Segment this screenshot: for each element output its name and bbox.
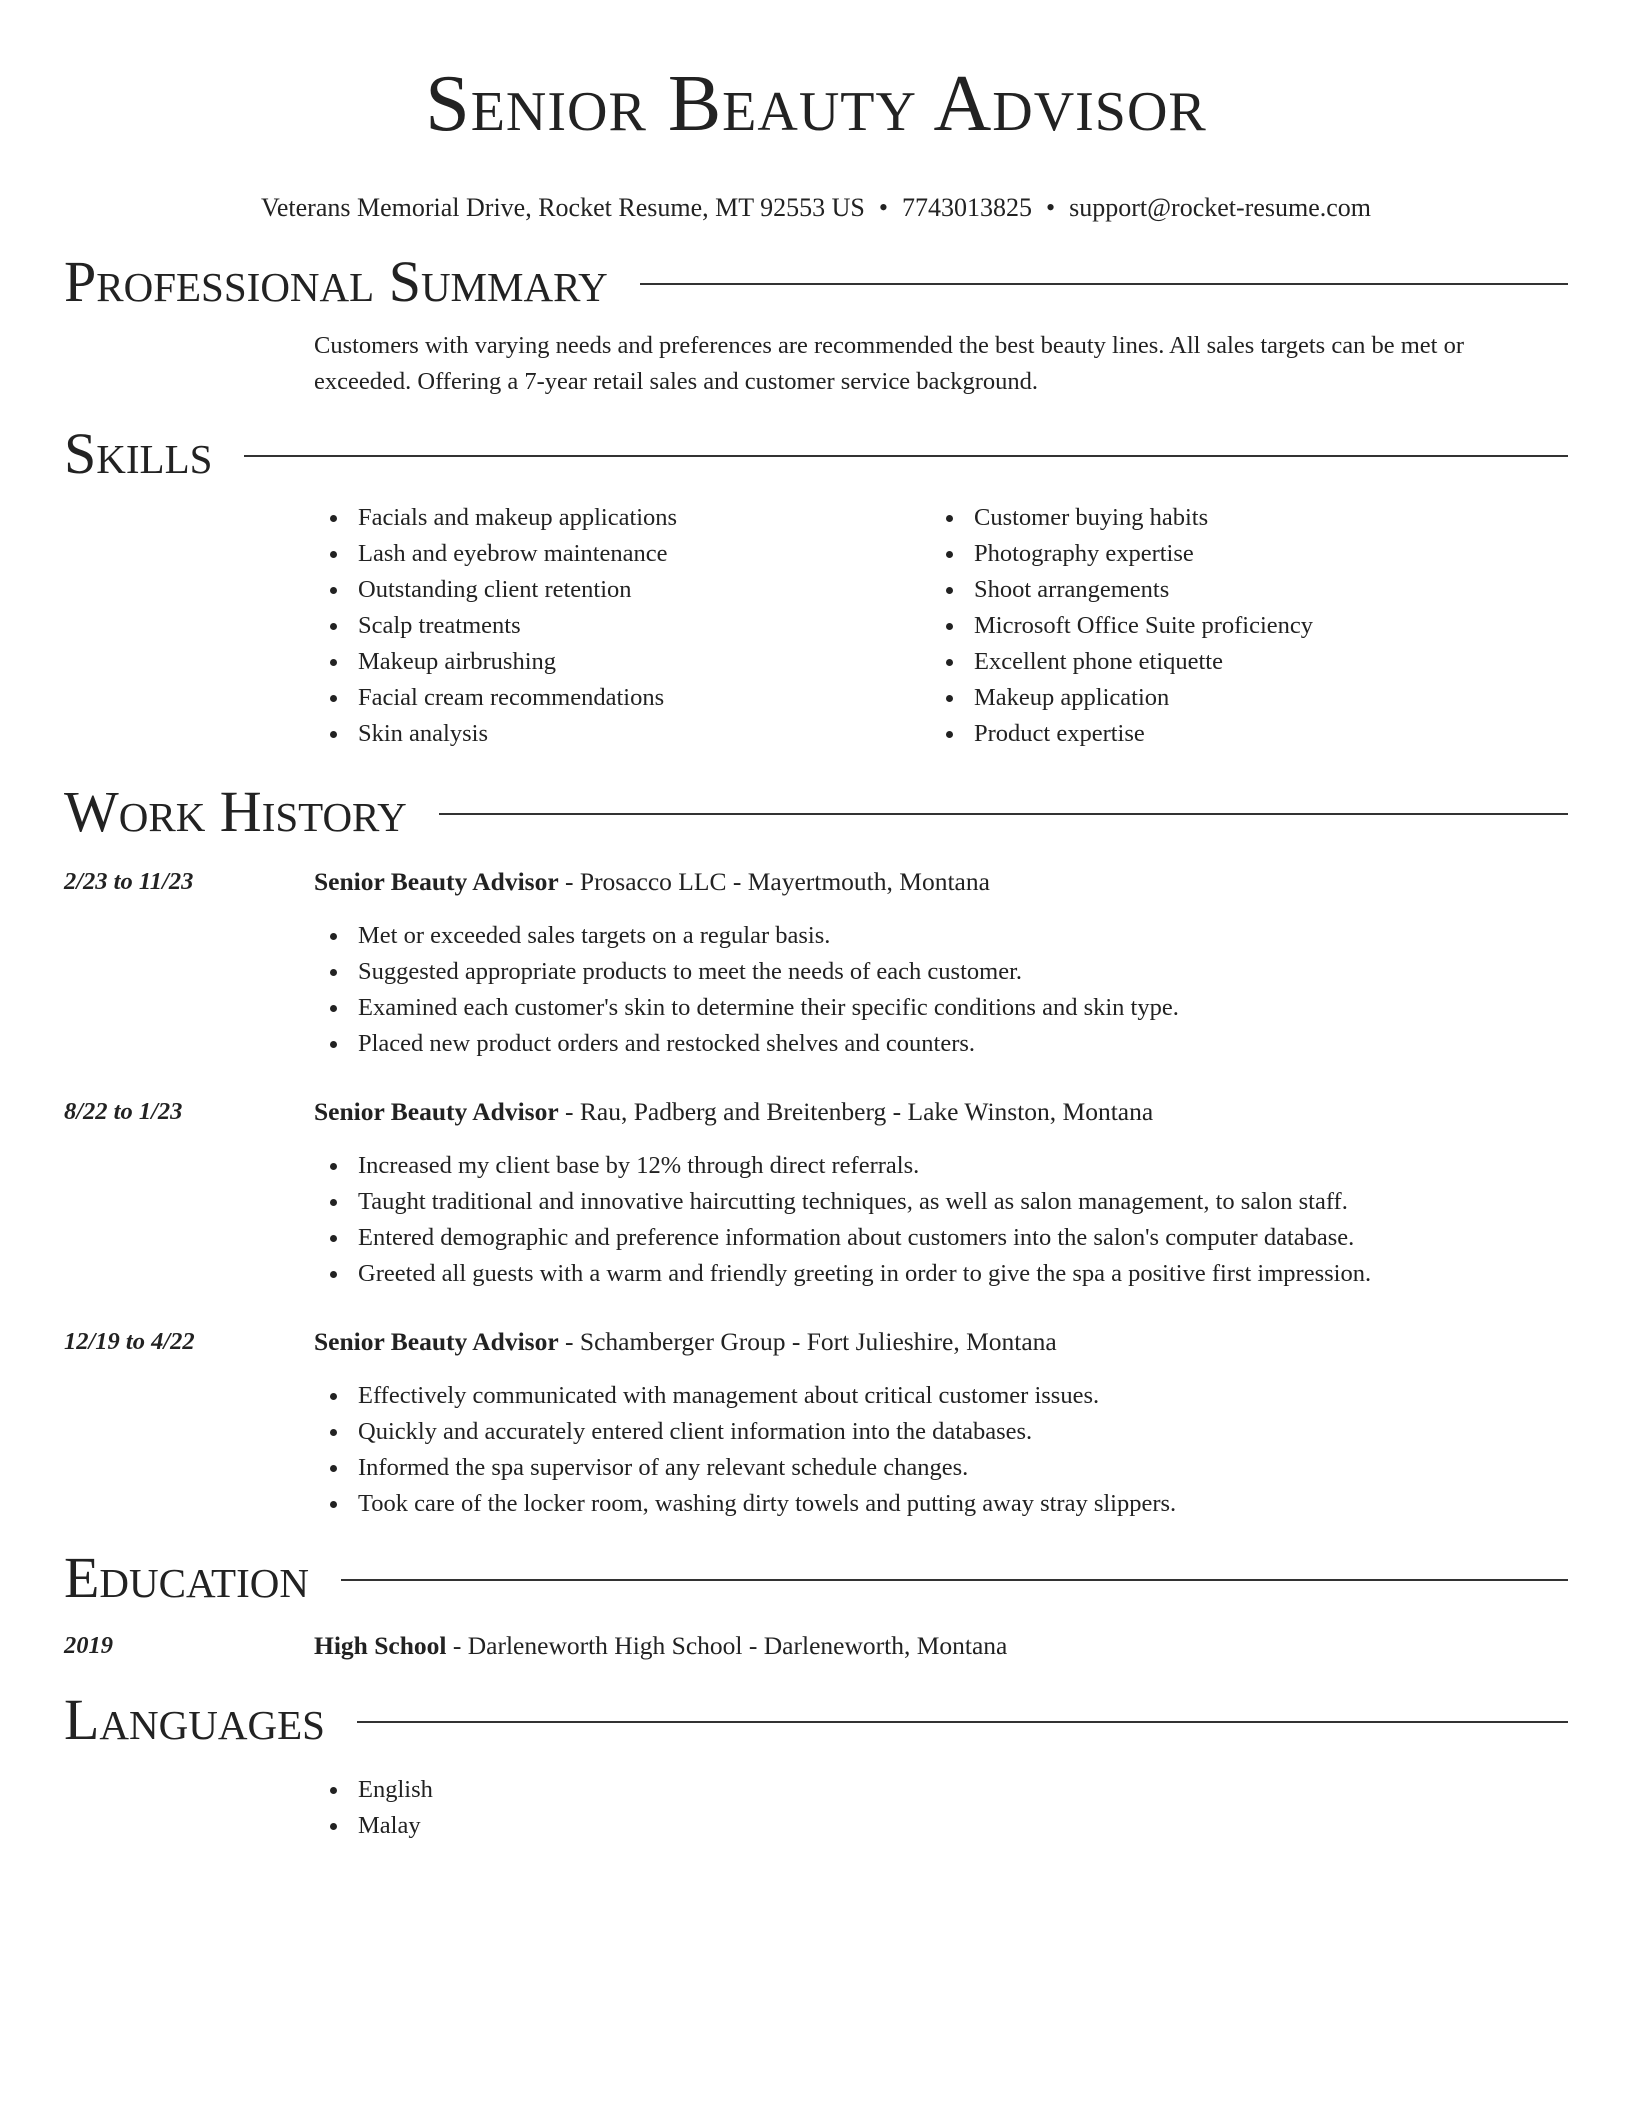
job-entry bbox=[64, 864, 1568, 1062]
job-bullet: Placed new product orders and restocked shelves and counters. bbox=[314, 1026, 1568, 1062]
contact-address: Veterans Memorial Drive, Rocket Resume, MT 92553 US bbox=[260, 193, 865, 222]
education-heading: Education bbox=[64, 1545, 309, 1610]
skill-item: Shoot arrangements bbox=[930, 572, 1546, 608]
section-divider bbox=[341, 1579, 1568, 1581]
job-bullet: Examined each customer's skin to determine their specific conditions and skin type. bbox=[314, 990, 1568, 1026]
education-entry bbox=[64, 1628, 1568, 1664]
section-divider bbox=[439, 813, 1568, 815]
skills-column-right bbox=[930, 500, 1546, 752]
job-details: - Prosacco LLC - Mayertmouth, Montana bbox=[558, 867, 990, 896]
job-bullet: Greeted all guests with a warm and friendly greeting in order to give the spa a positive first impression. bbox=[314, 1256, 1568, 1292]
language-item: English bbox=[314, 1772, 1568, 1808]
job-title: Senior Beauty Advisor bbox=[314, 867, 559, 896]
skill-item: Outstanding client retention bbox=[314, 572, 930, 608]
job-title-line bbox=[314, 1094, 1568, 1130]
job-bullet: Increased my client base by 12% through direct referrals. bbox=[314, 1148, 1568, 1184]
skill-item: Makeup airbrushing bbox=[314, 644, 930, 680]
education-date: 2019 bbox=[64, 1632, 113, 1659]
skill-item: Product expertise bbox=[930, 716, 1546, 752]
section-divider bbox=[244, 455, 1568, 457]
contact-separator: • bbox=[878, 193, 888, 222]
job-bullet: Entered demographic and preference information about customers into the salon's computer database. bbox=[314, 1220, 1568, 1256]
job-details: - Schamberger Group - Fort Julieshire, Montana bbox=[558, 1327, 1057, 1356]
job-date: 12/19 to 4/22 bbox=[64, 1328, 195, 1355]
skill-item: Skin analysis bbox=[314, 716, 930, 752]
section-divider bbox=[640, 283, 1568, 285]
job-title-line bbox=[314, 1324, 1568, 1360]
skills-list bbox=[314, 500, 1568, 752]
job-bullets bbox=[314, 918, 1568, 1062]
job-entry bbox=[64, 1094, 1568, 1292]
education-section-header bbox=[64, 1546, 1568, 1610]
job-bullet: Took care of the locker room, washing dirty towels and putting away stray slippers. bbox=[314, 1486, 1568, 1522]
contact-email: support@rocket-resume.com bbox=[1069, 193, 1372, 222]
languages-heading: Languages bbox=[64, 1687, 325, 1752]
job-bullet: Met or exceeded sales targets on a regular basis. bbox=[314, 918, 1568, 954]
languages-list bbox=[314, 1772, 1568, 1844]
resume-name: Senior Beauty Advisor bbox=[425, 60, 1207, 148]
language-item: Malay bbox=[314, 1808, 1568, 1844]
job-bullet: Suggested appropriate products to meet the needs of each customer. bbox=[314, 954, 1568, 990]
skills-column-left bbox=[314, 500, 930, 752]
resume-page bbox=[64, 0, 1568, 1844]
skill-item: Microsoft Office Suite proficiency bbox=[930, 608, 1546, 644]
summary-heading: Professional Summary bbox=[64, 249, 608, 314]
job-bullet: Effectively communicated with management about critical customer issues. bbox=[314, 1378, 1568, 1414]
education-degree: High School bbox=[314, 1631, 447, 1660]
work-section-header bbox=[64, 780, 1568, 844]
job-date: 2/23 to 11/23 bbox=[64, 868, 194, 895]
summary-section-header bbox=[64, 250, 1568, 314]
job-bullet: Quickly and accurately entered client information into the databases. bbox=[314, 1414, 1568, 1450]
contact-separator: • bbox=[1046, 193, 1056, 222]
skill-item: Facials and makeup applications bbox=[314, 500, 930, 536]
job-title: Senior Beauty Advisor bbox=[314, 1327, 559, 1356]
skill-item: Customer buying habits bbox=[930, 500, 1546, 536]
contact-line bbox=[64, 192, 1568, 224]
education-line bbox=[314, 1628, 1568, 1664]
skill-item: Photography expertise bbox=[930, 536, 1546, 572]
job-details: - Rau, Padberg and Breitenberg - Lake Winston, Montana bbox=[558, 1097, 1154, 1126]
job-title: Senior Beauty Advisor bbox=[314, 1097, 559, 1126]
skills-section-header bbox=[64, 422, 1568, 486]
job-date: 8/22 to 1/23 bbox=[64, 1098, 183, 1125]
skill-item: Facial cream recommendations bbox=[314, 680, 930, 716]
job-bullets bbox=[314, 1148, 1568, 1292]
skill-item: Excellent phone etiquette bbox=[930, 644, 1546, 680]
section-divider bbox=[357, 1721, 1568, 1723]
skill-item: Lash and eyebrow maintenance bbox=[314, 536, 930, 572]
education-details: - Darleneworth High School - Darleneworth, Montana bbox=[446, 1631, 1008, 1660]
job-bullets bbox=[314, 1378, 1568, 1522]
skill-item: Makeup application bbox=[930, 680, 1546, 716]
contact-phone: 7743013825 bbox=[902, 193, 1032, 222]
job-bullet: Taught traditional and innovative haircutting techniques, as well as salon management, to salon staff. bbox=[314, 1184, 1568, 1220]
skills-heading: Skills bbox=[64, 421, 213, 486]
job-bullet: Informed the spa supervisor of any relevant schedule changes. bbox=[314, 1450, 1568, 1486]
summary-text: Customers with varying needs and preferences are recommended the best beauty lines. All sales targets can be met or exceeded. Offering a 7-year retail sales and customer service background. bbox=[314, 332, 1464, 395]
job-title-line bbox=[314, 864, 1568, 900]
work-heading: Work History bbox=[64, 779, 407, 844]
job-entry bbox=[64, 1324, 1568, 1522]
skill-item: Scalp treatments bbox=[314, 608, 930, 644]
languages-section-header bbox=[64, 1688, 1568, 1752]
